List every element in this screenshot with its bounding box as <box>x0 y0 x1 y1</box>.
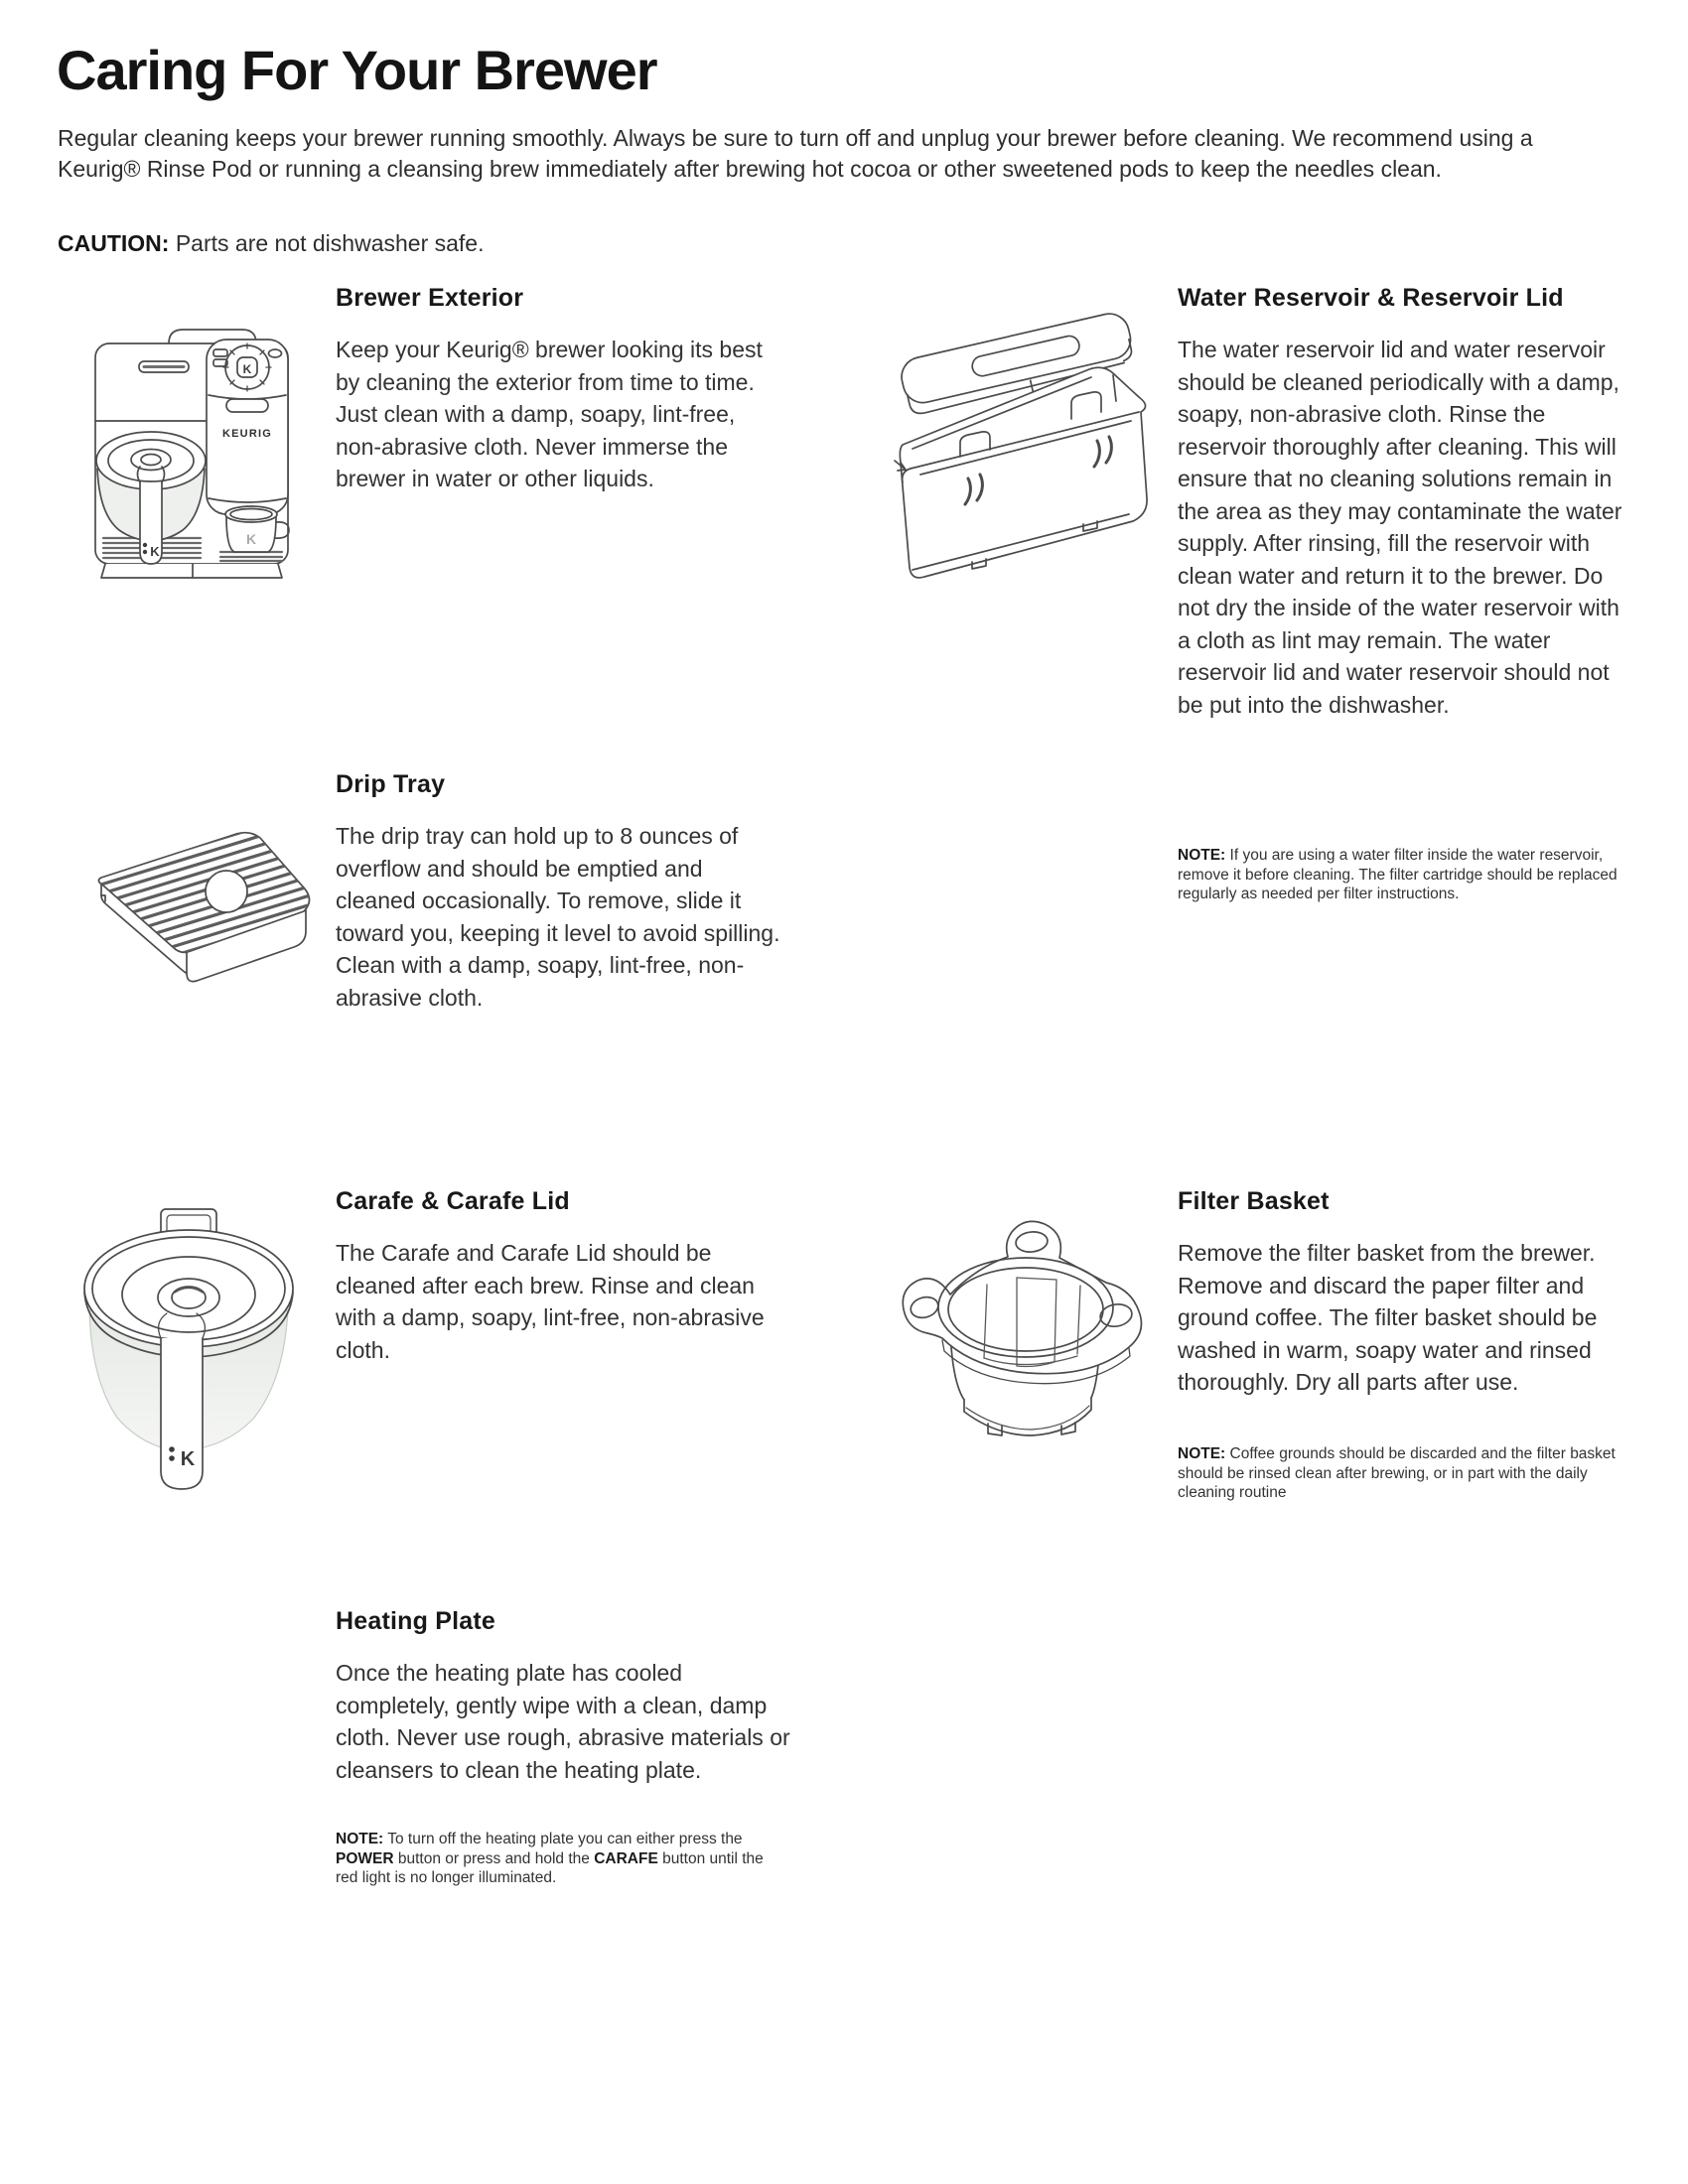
drip-tray-illustration <box>91 830 330 1007</box>
heading-drip-tray: Drip Tray <box>336 770 446 798</box>
body-heating-plate: Once the heating plate has cooled completely, gently wipe with a clean, damp cloth. Never use rough, abrasive materials or cleansers to clean the heating plate. <box>336 1660 790 1783</box>
heading-water-reservoir: Water Reservoir & Reservoir Lid <box>1178 284 1564 312</box>
water-reservoir-illustration <box>877 274 1167 594</box>
filter-basket-illustration <box>887 1211 1157 1445</box>
brewer-illustration <box>75 304 308 598</box>
note-heating-plate-text-2: button or press and hold the <box>393 1849 595 1867</box>
note-heating-plate-text-1: To turn off the heating plate you can either press the <box>383 1831 743 1847</box>
caution-line <box>58 228 1448 258</box>
body-filter-basket: Remove the filter basket from the brewer. Remove and discard the paper filter and ground coffee. The filter basket should be washed in warm, soapy water and rinsed thoroughly. Dry all parts after use. <box>1178 1240 1598 1395</box>
note-water-reservoir-label: NOTE: <box>1178 847 1226 864</box>
intro-paragraph: Regular cleaning keeps your brewer running smoothly. Always be sure to turn off and unplug your brewer before cleaning. We recommend using a Keurig® Rinse Pod or running a cleansing brew immediately after brewing hot cocoa or other sweetened pods to keep the needles clean. <box>58 125 1533 182</box>
note-heating-plate-text-3: button until the red light is no longer illuminated. <box>336 1849 764 1886</box>
note-filter-basket <box>1178 1444 1634 1503</box>
note-heating-plate <box>336 1830 787 1888</box>
caution-label: CAUTION: <box>58 230 170 256</box>
keurig-logo-text: KEURIG <box>222 428 272 440</box>
carafe-illustration <box>56 1201 306 1515</box>
caution-text: Parts are not dishwasher safe. <box>169 230 485 256</box>
body-drip-tray: The drip tray can hold up to 8 ounces of overflow and should be emptied and cleaned occasionally. To remove, slide it toward you, keeping it level to avoid spilling. Clean with a damp, soapy, lint-free, non-abrasive cloth. <box>336 823 780 1011</box>
body-water-reservoir: The water reservoir lid and water reservoir should be cleaned periodically with a damp, soapy, non-abrasive cloth. Rinse the reservoir thoroughly after cleaning. This will ensure that no cleaning solutions remain in the area as they may contaminate the water supply. After rinsing, fill the reservoir with clean water and return it to the brewer. Do not dry the inside of the water reservoir with a cloth as lint may remain. The water reservoir lid and water reservoir should not be put into the dishwasher. <box>1178 337 1622 718</box>
note-heating-plate-carafe: CARAFE <box>594 1849 658 1867</box>
carafe-handle-k-mark: K <box>180 1448 196 1470</box>
heading-filter-basket: Filter Basket <box>1178 1187 1330 1215</box>
note-heating-plate-power: POWER <box>336 1849 394 1867</box>
note-heating-plate-label: NOTE: <box>336 1831 384 1847</box>
note-filter-basket-label: NOTE: <box>1178 1445 1226 1462</box>
note-filter-basket-text: Coffee grounds should be discarded and the filter basket should be rinsed clean after brewing, or in part with the daily cleaning routine <box>1178 1445 1616 1501</box>
note-water-reservoir-text: If you are using a water filter inside the water reservoir, remove it before cleaning. The filter cartridge should be replaced regularly as needed per filter instructions. <box>1178 847 1618 902</box>
brewer-mug-k-mark: K <box>245 531 257 547</box>
body-brewer-exterior: Keep your Keurig® brewer looking its best by cleaning the exterior from time to time. Just clean with a damp, soapy, lint-free, non-abrasive cloth. Never immerse the brewer in water or other liquids. <box>336 337 763 491</box>
body-carafe: The Carafe and Carafe Lid should be cleaned after each brew. Rinse and clean with a damp, soapy, lint-free, non-abrasive cloth. <box>336 1240 765 1363</box>
note-water-reservoir <box>1178 846 1619 904</box>
brewer-dial-k-mark: K <box>242 362 252 376</box>
page-title: Caring For Your Brewer <box>57 39 657 101</box>
heading-heating-plate: Heating Plate <box>336 1607 495 1635</box>
heading-brewer-exterior: Brewer Exterior <box>336 284 524 312</box>
brewer-carafe-k-mark: K <box>150 544 160 559</box>
heading-carafe: Carafe & Carafe Lid <box>336 1187 570 1215</box>
